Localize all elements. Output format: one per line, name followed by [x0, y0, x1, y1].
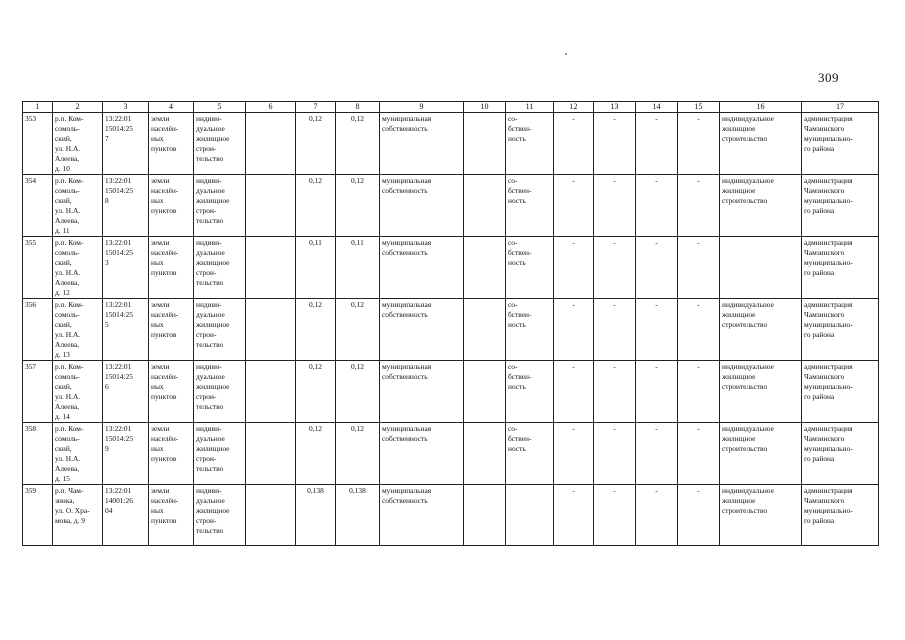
column-15-cell: - [678, 423, 720, 485]
column-14-cell: - [636, 361, 678, 423]
holder-cell: администрация Чамзинского муниципально- го района [802, 485, 879, 546]
land-category-cell: земли населён- ных пунктов [149, 485, 194, 546]
column-header-16: 16 [720, 102, 802, 113]
column-12-cell: - [554, 299, 594, 361]
column-11-cell: со- бствен- ность [506, 113, 554, 175]
column-10-cell [464, 485, 506, 546]
row-number: 359 [23, 485, 53, 546]
column-12-cell: - [554, 237, 594, 299]
column-14-cell: - [636, 113, 678, 175]
cadastral-number-cell: 13:22:01 15014:25 7 [103, 113, 149, 175]
column-11-cell: со- бствен- ность [506, 299, 554, 361]
column-11-cell: со- бствен- ность [506, 423, 554, 485]
address-cell: р.п. Ком- сомоль- ский, ул. Н.А. Алеева, д. 12 [53, 237, 103, 299]
land-category-cell: земли населён- ных пунктов [149, 237, 194, 299]
area-cell: 0,12 [296, 361, 336, 423]
area-cell: 0,138 [296, 485, 336, 546]
permitted-use-cell: индиви- дуальное жилищное строи- тельство [194, 113, 246, 175]
address-cell: р.п. Чам- зинка, ул. О. Хра- мова, д. 9 [53, 485, 103, 546]
table-row [23, 113, 879, 175]
area-cell: 0,12 [296, 423, 336, 485]
column-header-15: 15 [678, 102, 720, 113]
column-12-cell: - [554, 113, 594, 175]
purpose-cell: индивидуальное жилищное строительство [720, 423, 802, 485]
holder-cell: администрация Чамзинского муниципально- го района [802, 423, 879, 485]
cadastral-number-cell: 13:22:01 15014:25 6 [103, 361, 149, 423]
ownership-cell: муниципальная собственность [380, 485, 464, 546]
column-header-2: 2 [53, 102, 103, 113]
column-13-cell: - [594, 175, 636, 237]
land-category-cell: земли населён- ных пунктов [149, 423, 194, 485]
permitted-use-cell: индиви- дуальное жилищное строи- тельство [194, 175, 246, 237]
area-cell-2: 0,138 [336, 485, 380, 546]
address-cell: р.п. Ком- сомоль- ский, ул. Н.А. Алеева, д. 15 [53, 423, 103, 485]
column-14-cell: - [636, 485, 678, 546]
column-14-cell: - [636, 299, 678, 361]
land-category-cell: земли населён- ных пунктов [149, 299, 194, 361]
column-10-cell [464, 237, 506, 299]
column-14-cell: - [636, 423, 678, 485]
column-11-cell: со- бствен- ность [506, 175, 554, 237]
permitted-use-cell: индиви- дуальное жилищное строи- тельство [194, 423, 246, 485]
column-header-8: 8 [336, 102, 380, 113]
table-row [23, 299, 879, 361]
area-cell-2: 0,11 [336, 237, 380, 299]
column-14-cell: - [636, 175, 678, 237]
column-header-9: 9 [380, 102, 464, 113]
holder-cell: администрация Чамзинского муниципально- го района [802, 113, 879, 175]
holder-cell: администрация Чамзинского муниципально- го района [802, 299, 879, 361]
permitted-use-cell: индиви- дуальное жилищное строи- тельство [194, 361, 246, 423]
table-row [23, 361, 879, 423]
column-14-cell: - [636, 237, 678, 299]
column-15-cell: - [678, 361, 720, 423]
land-category-cell: земли населён- ных пунктов [149, 113, 194, 175]
area-cell: 0,12 [296, 113, 336, 175]
table-row [23, 175, 879, 237]
column-10-cell [464, 113, 506, 175]
area-cell: 0,12 [296, 299, 336, 361]
column-header-13: 13 [594, 102, 636, 113]
area-cell-2: 0,12 [336, 175, 380, 237]
purpose-cell: индивидуальное жилищное строительство [720, 113, 802, 175]
column-header-3: 3 [103, 102, 149, 113]
column-header-10: 10 [464, 102, 506, 113]
page-number: 309 [818, 70, 839, 85]
row-number: 356 [23, 299, 53, 361]
column-6-cell [246, 361, 296, 423]
column-15-cell: - [678, 485, 720, 546]
column-13-cell: - [594, 237, 636, 299]
permitted-use-cell: индиви- дуальное жилищное строи- тельство [194, 299, 246, 361]
column-6-cell [246, 485, 296, 546]
holder-cell: администрация Чамзинского муниципально- го района [802, 175, 879, 237]
cadastral-number-cell: 13:22:01 14001:26 04 [103, 485, 149, 546]
column-6-cell [246, 237, 296, 299]
column-6-cell [246, 175, 296, 237]
ownership-cell: муниципальная собственность [380, 113, 464, 175]
column-11-cell: со- бствен- ность [506, 361, 554, 423]
purpose-cell [720, 237, 802, 299]
table-row [23, 237, 879, 299]
area-cell-2: 0,12 [336, 423, 380, 485]
row-number: 357 [23, 361, 53, 423]
column-15-cell: - [678, 175, 720, 237]
permitted-use-cell: индиви- дуальное жилищное строи- тельство [194, 237, 246, 299]
row-number: 354 [23, 175, 53, 237]
table-row [23, 485, 879, 546]
land-category-cell: земли населён- ных пунктов [149, 175, 194, 237]
cadastral-number-cell: 13:22:01 15014:25 3 [103, 237, 149, 299]
purpose-cell: индивидуальное жилищное строительство [720, 175, 802, 237]
column-header-12: 12 [554, 102, 594, 113]
column-13-cell: - [594, 423, 636, 485]
table-row [23, 423, 879, 485]
purpose-cell: индивидуальное жилищное строительство [720, 361, 802, 423]
address-cell: р.п. Ком- сомоль- ский, ул. Н.А. Алеева, д. 10 [53, 113, 103, 175]
column-11-cell: со- бствен- ность [506, 237, 554, 299]
holder-cell: администрация Чамзинского муниципально- го района [802, 361, 879, 423]
ownership-cell: муниципальная собственность [380, 299, 464, 361]
ownership-cell: муниципальная собственность [380, 361, 464, 423]
column-10-cell [464, 361, 506, 423]
purpose-cell: индивидуальное жилищное строительство [720, 299, 802, 361]
address-cell: р.п. Ком- сомоль- ский, ул. Н.А. Алеева, д. 11 [53, 175, 103, 237]
column-13-cell: - [594, 299, 636, 361]
column-10-cell [464, 175, 506, 237]
register-body [23, 113, 879, 546]
column-10-cell [464, 423, 506, 485]
column-header-6: 6 [246, 102, 296, 113]
column-header-5: 5 [194, 102, 246, 113]
column-10-cell [464, 299, 506, 361]
column-header-17: 17 [802, 102, 879, 113]
ownership-cell: муниципальная собственность [380, 237, 464, 299]
area-cell: 0,12 [296, 175, 336, 237]
area-cell-2: 0,12 [336, 299, 380, 361]
column-12-cell: - [554, 485, 594, 546]
column-13-cell: - [594, 361, 636, 423]
column-6-cell [246, 113, 296, 175]
column-header-11: 11 [506, 102, 554, 113]
ownership-cell: муниципальная собственность [380, 423, 464, 485]
row-number: 358 [23, 423, 53, 485]
area-cell-2: 0,12 [336, 113, 380, 175]
column-header-14: 14 [636, 102, 678, 113]
address-cell: р.п. Ком- сомоль- ский, ул. Н.А. Алеева, д. 13 [53, 299, 103, 361]
column-12-cell: - [554, 423, 594, 485]
property-register-table [22, 101, 879, 546]
header-row [23, 102, 879, 113]
column-12-cell: - [554, 361, 594, 423]
cadastral-number-cell: 13:22:01 15014:25 8 [103, 175, 149, 237]
row-number: 353 [23, 113, 53, 175]
area-cell: 0,11 [296, 237, 336, 299]
row-number: 355 [23, 237, 53, 299]
column-header-1: 1 [23, 102, 53, 113]
column-12-cell: - [554, 175, 594, 237]
cadastral-number-cell: 13:22:01 15014:25 5 [103, 299, 149, 361]
purpose-cell: индивидуальное жилищное строительство [720, 485, 802, 546]
area-cell-2: 0,12 [336, 361, 380, 423]
scan-speck [565, 53, 567, 55]
cadastral-number-cell: 13:22:01 15014:25 9 [103, 423, 149, 485]
holder-cell: администрация Чамзинского муниципально- го района [802, 237, 879, 299]
column-15-cell: - [678, 237, 720, 299]
column-header-7: 7 [296, 102, 336, 113]
address-cell: р.п. Ком- сомоль- ский, ул. Н.А. Алеева, д. 14 [53, 361, 103, 423]
permitted-use-cell: индиви- дуальное жилищное строи- тельство [194, 485, 246, 546]
column-6-cell [246, 299, 296, 361]
column-header-4: 4 [149, 102, 194, 113]
column-15-cell: - [678, 113, 720, 175]
column-13-cell: - [594, 113, 636, 175]
ownership-cell: муниципальная собственность [380, 175, 464, 237]
land-category-cell: земли населён- ных пунктов [149, 361, 194, 423]
column-13-cell: - [594, 485, 636, 546]
column-15-cell: - [678, 299, 720, 361]
column-11-cell [506, 485, 554, 546]
column-6-cell [246, 423, 296, 485]
